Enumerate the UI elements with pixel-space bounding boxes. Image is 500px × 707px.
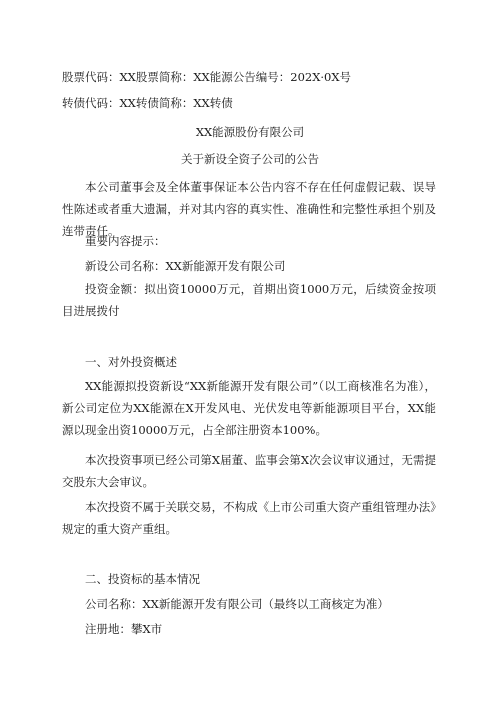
announcement-title: 关于新设全资子公司的公告 (181, 152, 319, 166)
related-party-paragraph: 本次投资不属于关联交易，不构成《上市公司重大资产重组管理办法》规定的重大资产重组。 (62, 500, 436, 536)
key-tips-heading: 重要内容提示： (85, 234, 166, 248)
bond-code-line: 转债代码：XX转债简称：XX转债 (62, 96, 233, 110)
approval-paragraph: 本次投资事项已经公司第X届董、监事会第X次会议审议通过，无需提交股东大会审议。 (62, 453, 436, 489)
investment-amount: 投资金额：拟出资10000万元，首期出资1000万元，后续资金按项目进展拨付 (62, 282, 436, 318)
stock-code-line: 股票代码：XX股票简称：XX能源公告编号：202X·0X号 (62, 70, 352, 84)
board-statement: 本公司董事会及全体董事保证本公告内容不存在任何虚假记载、误导性陈述或者重大遗漏，并对其内容的真实性、准确性和完整性承担个别及连带责任。 (62, 180, 436, 238)
company-title: XX能源股份有限公司 (195, 125, 305, 139)
registered-address-line: 注册地：攀X市 (85, 622, 163, 636)
section-heading-2: 二、投资标的基本情况 (85, 572, 200, 586)
section-heading-1: 一、对外投资概述 (85, 355, 177, 369)
investment-overview-paragraph: XX能源拟投资新设“XX新能源开发有限公司”（以工商核准名为准），新公司定位为XX能源在X开发风电、光伏发电等新能源项目平台，XX能源以现金出资10000万元，占全部注册资本100%。 (62, 379, 436, 437)
company-name-line: 公司名称：XX新能源开发有限公司（最终以工商核定为准） (85, 597, 389, 611)
new-subsidiary-name: 新设公司名称：XX新能源开发有限公司 (85, 259, 286, 273)
